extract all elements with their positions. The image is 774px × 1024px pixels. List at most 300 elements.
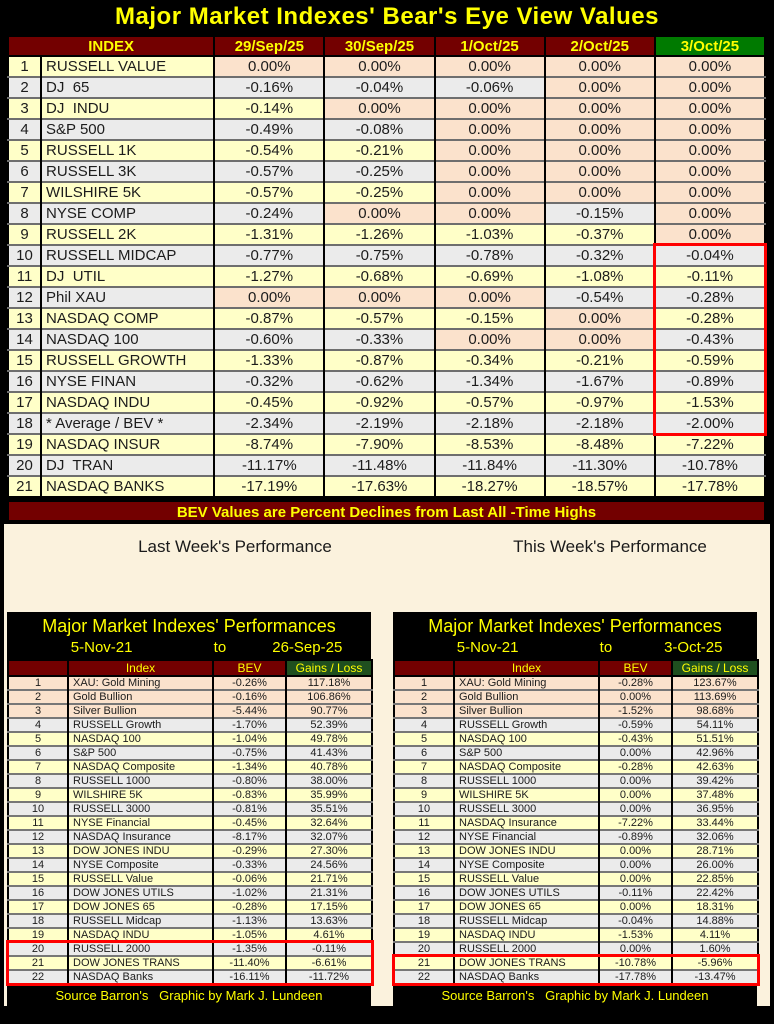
- gains-loss-column-header: Gains / Loss: [672, 660, 758, 676]
- bev-value-cell: -0.04%: [599, 914, 672, 928]
- table-row: [8, 690, 372, 704]
- bev-value-cell: -1.70%: [213, 718, 286, 732]
- value-cell: -0.21%: [324, 140, 434, 161]
- row-number-cell: 19: [8, 434, 41, 455]
- row-number-cell: 8: [8, 774, 68, 788]
- index-name-cell: NYSE FINAN: [41, 371, 214, 392]
- row-number-cell: 3: [394, 704, 454, 718]
- row-number-cell: 18: [8, 914, 68, 928]
- table-row: [8, 329, 765, 350]
- value-cell: -1.27%: [214, 266, 324, 287]
- value-cell: -0.11%: [655, 266, 765, 287]
- index-name-cell: NASDAQ Composite: [454, 760, 599, 774]
- index-name-cell: S&P 500: [454, 746, 599, 760]
- index-name-cell: DJ 65: [41, 77, 214, 98]
- table-row: [394, 816, 758, 830]
- value-cell: -8.74%: [214, 434, 324, 455]
- row-number-cell: 9: [8, 224, 41, 245]
- table-row: [394, 942, 758, 956]
- gains-loss-value-cell: 39.42%: [672, 774, 758, 788]
- value-cell: -7.90%: [324, 434, 434, 455]
- table-row: [8, 704, 372, 718]
- gains-loss-value-cell: 33.44%: [672, 816, 758, 830]
- index-name-cell: DOW JONES UTILS: [68, 886, 213, 900]
- value-cell: -0.25%: [324, 182, 434, 203]
- bev-value-cell: -0.81%: [213, 802, 286, 816]
- value-cell: -17.78%: [655, 476, 765, 497]
- value-cell: 0.00%: [435, 287, 545, 308]
- table-row: [8, 413, 765, 434]
- value-cell: -0.92%: [324, 392, 434, 413]
- index-name-cell: RUSSELL Midcap: [68, 914, 213, 928]
- row-number-cell: 18: [8, 413, 41, 434]
- table-row: [8, 788, 372, 802]
- value-cell: -0.69%: [435, 266, 545, 287]
- value-cell: 0.00%: [435, 56, 545, 77]
- value-cell: -1.34%: [435, 371, 545, 392]
- gains-loss-value-cell: 40.78%: [286, 760, 372, 774]
- index-name-cell: NASDAQ Banks: [454, 970, 599, 984]
- value-cell: 0.00%: [324, 287, 434, 308]
- value-cell: -0.16%: [214, 77, 324, 98]
- index-name-cell: DJ UTIL: [41, 266, 214, 287]
- value-cell: 0.00%: [655, 182, 765, 203]
- value-cell: -0.77%: [214, 245, 324, 266]
- table-row: [394, 690, 758, 704]
- row-number-cell: 10: [394, 802, 454, 816]
- gains-loss-value-cell: 22.42%: [672, 886, 758, 900]
- gains-loss-value-cell: 1.60%: [672, 942, 758, 956]
- this-week-performance-panel: [393, 612, 757, 1009]
- value-cell: -2.18%: [545, 413, 655, 434]
- row-number-cell: 12: [8, 830, 68, 844]
- table-row: [394, 858, 758, 872]
- row-number-cell: 6: [394, 746, 454, 760]
- bev-value-cell: 0.00%: [599, 802, 672, 816]
- value-cell: 0.00%: [435, 329, 545, 350]
- value-cell: -0.49%: [214, 119, 324, 140]
- table-row: [394, 732, 758, 746]
- performance-table-title: Major Market Indexes' Performances: [42, 616, 336, 636]
- table-row: [394, 914, 758, 928]
- index-name-cell: NASDAQ INDU: [454, 928, 599, 942]
- bev-value-cell: -1.04%: [213, 732, 286, 746]
- table-row: [8, 371, 765, 392]
- table-row: [8, 455, 765, 476]
- row-number-cell: 10: [8, 802, 68, 816]
- gains-loss-value-cell: 41.43%: [286, 746, 372, 760]
- gains-loss-value-cell: 54.11%: [672, 718, 758, 732]
- value-cell: -0.54%: [545, 287, 655, 308]
- value-cell: 0.00%: [545, 140, 655, 161]
- source-credit: Source Barron's Graphic by Mark J. Lundeen: [55, 988, 323, 1003]
- index-name-cell: WILSHIRE 5K: [454, 788, 599, 802]
- index-name-cell: NASDAQ Banks: [68, 970, 213, 984]
- gains-loss-value-cell: 4.61%: [286, 928, 372, 942]
- bev-value-cell: -16.11%: [213, 970, 286, 984]
- gains-loss-column-header: Gains / Loss: [286, 660, 372, 676]
- row-number-cell: 20: [8, 455, 41, 476]
- table-row: [8, 161, 765, 182]
- table-row: [8, 476, 765, 497]
- row-number-cell: 8: [394, 774, 454, 788]
- value-cell: -0.68%: [324, 266, 434, 287]
- date-to-word: to: [599, 639, 613, 656]
- value-cell: 0.00%: [655, 98, 765, 119]
- value-cell: -0.89%: [655, 371, 765, 392]
- index-column-header: Index: [68, 660, 213, 676]
- table-row: [8, 956, 372, 970]
- value-cell: 0.00%: [435, 161, 545, 182]
- bev-value-cell: -7.22%: [599, 816, 672, 830]
- row-number-cell: 12: [394, 830, 454, 844]
- value-cell: -1.67%: [545, 371, 655, 392]
- row-number-cell: 11: [394, 816, 454, 830]
- index-name-cell: NASDAQ Insurance: [68, 830, 213, 844]
- table-row: [394, 970, 758, 984]
- index-name-cell: NYSE COMP: [41, 203, 214, 224]
- bev-value-cell: -0.26%: [213, 676, 286, 690]
- value-cell: 0.00%: [545, 98, 655, 119]
- index-name-cell: Silver Bullion: [68, 704, 213, 718]
- index-name-cell: NYSE Financial: [454, 830, 599, 844]
- number-column-header: [8, 660, 68, 676]
- gains-loss-value-cell: 123.67%: [672, 676, 758, 690]
- row-number-cell: 18: [394, 914, 454, 928]
- bev-value-cell: -0.29%: [213, 844, 286, 858]
- index-name-cell: RUSSELL Growth: [68, 718, 213, 732]
- row-number-cell: 7: [8, 182, 41, 203]
- row-number-cell: 7: [8, 760, 68, 774]
- index-name-cell: RUSSELL Value: [454, 872, 599, 886]
- index-name-cell: DOW JONES INDU: [454, 844, 599, 858]
- row-number-cell: 4: [394, 718, 454, 732]
- row-number-cell: 7: [394, 760, 454, 774]
- table-row: [8, 203, 765, 224]
- index-name-cell: RUSSELL 2K: [41, 224, 214, 245]
- gains-loss-value-cell: 42.96%: [672, 746, 758, 760]
- value-cell: -0.60%: [214, 329, 324, 350]
- bev-column-header: BEV: [599, 660, 672, 676]
- date-from: 5-Nov-21: [70, 639, 133, 656]
- table-row: [394, 704, 758, 718]
- index-name-cell: NYSE Composite: [454, 858, 599, 872]
- value-cell: -0.04%: [655, 245, 765, 266]
- row-number-cell: 14: [394, 858, 454, 872]
- bev-value-cell: -1.52%: [599, 704, 672, 718]
- value-cell: -0.97%: [545, 392, 655, 413]
- gains-loss-value-cell: 49.78%: [286, 732, 372, 746]
- table-row: [8, 56, 765, 77]
- table-row: [394, 760, 758, 774]
- row-number-cell: 15: [8, 872, 68, 886]
- row-number-cell: 15: [394, 872, 454, 886]
- table-row: [8, 224, 765, 245]
- performance-header-row: [8, 660, 372, 676]
- index-name-cell: NASDAQ COMP: [41, 308, 214, 329]
- row-number-cell: 11: [8, 816, 68, 830]
- value-cell: 0.00%: [324, 203, 434, 224]
- row-number-cell: 22: [8, 970, 68, 984]
- index-name-cell: * Average / BEV *: [41, 413, 214, 434]
- bev-value-cell: -8.17%: [213, 830, 286, 844]
- index-name-cell: RUSSELL 3000: [454, 802, 599, 816]
- bev-value-cell: -0.16%: [213, 690, 286, 704]
- index-name-cell: NYSE Composite: [68, 858, 213, 872]
- gains-loss-value-cell: 36.95%: [672, 802, 758, 816]
- gains-loss-value-cell: 17.15%: [286, 900, 372, 914]
- row-number-cell: 11: [8, 266, 41, 287]
- table-row: [8, 928, 372, 942]
- value-cell: 0.00%: [545, 182, 655, 203]
- index-name-cell: RUSSELL Growth: [454, 718, 599, 732]
- table-row: [8, 844, 372, 858]
- table-row: [8, 746, 372, 760]
- table-row: [394, 718, 758, 732]
- table-row: [8, 308, 765, 329]
- value-cell: -0.32%: [545, 245, 655, 266]
- value-cell: 0.00%: [324, 56, 434, 77]
- bev-value-cell: 0.00%: [599, 746, 672, 760]
- value-cell: -0.78%: [435, 245, 545, 266]
- value-cell: -0.25%: [324, 161, 434, 182]
- date-until: 26-Sep-25: [272, 639, 343, 656]
- value-cell: -1.53%: [655, 392, 765, 413]
- gains-loss-value-cell: -6.61%: [286, 956, 372, 970]
- value-cell: 0.00%: [435, 98, 545, 119]
- index-name-cell: RUSSELL 1K: [41, 140, 214, 161]
- row-number-cell: 17: [394, 900, 454, 914]
- value-cell: 0.00%: [655, 77, 765, 98]
- bev-value-cell: -1.34%: [213, 760, 286, 774]
- index-name-cell: DOW JONES 65: [68, 900, 213, 914]
- row-number-cell: 2: [394, 690, 454, 704]
- row-number-cell: 19: [8, 928, 68, 942]
- gains-loss-value-cell: 21.71%: [286, 872, 372, 886]
- bev-value-cell: -0.28%: [599, 676, 672, 690]
- table-row: [8, 182, 765, 203]
- value-cell: -17.63%: [324, 476, 434, 497]
- bev-value-cell: -0.06%: [213, 872, 286, 886]
- gains-loss-value-cell: 37.48%: [672, 788, 758, 802]
- index-name-cell: NASDAQ 100: [68, 732, 213, 746]
- table-row: [8, 718, 372, 732]
- date-column-header: 29/Sep/25: [214, 36, 324, 56]
- value-cell: 0.00%: [545, 161, 655, 182]
- bev-value-cell: -1.13%: [213, 914, 286, 928]
- source-credit: Source Barron's Graphic by Mark J. Lundeen: [441, 988, 709, 1003]
- bev-column-header: BEV: [213, 660, 286, 676]
- value-cell: -0.21%: [545, 350, 655, 371]
- value-cell: -11.84%: [435, 455, 545, 476]
- index-name-cell: Phil XAU: [41, 287, 214, 308]
- row-number-cell: 22: [394, 970, 454, 984]
- table-row: [8, 942, 372, 956]
- value-cell: -18.27%: [435, 476, 545, 497]
- date-from: 5-Nov-21: [456, 639, 519, 656]
- gains-loss-value-cell: 27.30%: [286, 844, 372, 858]
- index-column-header: Index: [454, 660, 599, 676]
- index-name-cell: NYSE Financial: [68, 816, 213, 830]
- index-name-cell: DOW JONES INDU: [68, 844, 213, 858]
- row-number-cell: 9: [8, 788, 68, 802]
- date-to-word: to: [213, 639, 227, 656]
- table-row: [394, 830, 758, 844]
- table-row: [394, 956, 758, 970]
- value-cell: -8.48%: [545, 434, 655, 455]
- table-row: [8, 245, 765, 266]
- index-name-cell: NASDAQ 100: [454, 732, 599, 746]
- index-name-cell: RUSSELL Midcap: [454, 914, 599, 928]
- value-cell: -1.03%: [435, 224, 545, 245]
- index-name-cell: Gold Bullion: [454, 690, 599, 704]
- bev-value-cell: -0.43%: [599, 732, 672, 746]
- value-cell: -0.45%: [214, 392, 324, 413]
- gains-loss-value-cell: 32.07%: [286, 830, 372, 844]
- value-cell: -2.34%: [214, 413, 324, 434]
- value-cell: -0.57%: [435, 392, 545, 413]
- index-name-cell: NASDAQ 100: [41, 329, 214, 350]
- index-name-cell: S&P 500: [41, 119, 214, 140]
- performance-date-range: [7, 639, 371, 659]
- row-number-cell: 21: [8, 956, 68, 970]
- table-row: [8, 900, 372, 914]
- table-row: [8, 886, 372, 900]
- value-cell: -0.04%: [324, 77, 434, 98]
- table-row: [394, 774, 758, 788]
- table-row: [8, 98, 765, 119]
- index-name-cell: NASDAQ BANKS: [41, 476, 214, 497]
- index-name-cell: NASDAQ INDU: [68, 928, 213, 942]
- bev-value-cell: -1.35%: [213, 942, 286, 956]
- row-number-cell: 3: [8, 704, 68, 718]
- index-name-cell: RUSSELL MIDCAP: [41, 245, 214, 266]
- row-number-cell: 17: [8, 900, 68, 914]
- date-column-header: 1/Oct/25: [435, 36, 545, 56]
- bev-value-cell: -0.89%: [599, 830, 672, 844]
- row-number-cell: 1: [8, 56, 41, 77]
- table-row: [394, 788, 758, 802]
- value-cell: -2.18%: [435, 413, 545, 434]
- number-column-header: [394, 660, 454, 676]
- index-name-cell: RUSSELL 2000: [68, 942, 213, 956]
- index-name-cell: DJ INDU: [41, 98, 214, 119]
- value-cell: -0.34%: [435, 350, 545, 371]
- index-name-cell: DOW JONES 65: [454, 900, 599, 914]
- value-cell: -0.54%: [214, 140, 324, 161]
- table-row: [8, 914, 372, 928]
- value-cell: 0.00%: [655, 56, 765, 77]
- row-number-cell: 21: [394, 956, 454, 970]
- gains-loss-value-cell: 21.31%: [286, 886, 372, 900]
- value-cell: 0.00%: [545, 56, 655, 77]
- index-name-cell: RUSSELL 2000: [454, 942, 599, 956]
- this-week-performance-table: [393, 659, 759, 985]
- index-name-cell: NASDAQ INSUR: [41, 434, 214, 455]
- value-cell: -7.22%: [655, 434, 765, 455]
- bev-value-cell: 0.00%: [599, 690, 672, 704]
- index-name-cell: XAU: Gold Mining: [454, 676, 599, 690]
- gains-loss-value-cell: -5.96%: [672, 956, 758, 970]
- table-row: [8, 676, 372, 690]
- gains-loss-value-cell: 35.51%: [286, 802, 372, 816]
- bev-value-cell: -5.44%: [213, 704, 286, 718]
- value-cell: -0.28%: [655, 287, 765, 308]
- bev-header-row: [8, 36, 765, 56]
- value-cell: -0.75%: [324, 245, 434, 266]
- value-cell: -0.08%: [324, 119, 434, 140]
- value-cell: -0.57%: [214, 182, 324, 203]
- last-week-label: Last Week's Performance: [138, 537, 332, 556]
- table-row: [8, 266, 765, 287]
- row-number-cell: 1: [394, 676, 454, 690]
- table-row: [8, 830, 372, 844]
- row-number-cell: 5: [8, 140, 41, 161]
- gains-loss-value-cell: -13.47%: [672, 970, 758, 984]
- table-row: [394, 746, 758, 760]
- bev-value-cell: -0.28%: [599, 760, 672, 774]
- value-cell: -0.06%: [435, 77, 545, 98]
- index-name-cell: DOW JONES TRANS: [68, 956, 213, 970]
- row-number-cell: 16: [394, 886, 454, 900]
- value-cell: -0.14%: [214, 98, 324, 119]
- bev-note-banner: BEV Values are Percent Declines from Last All -Time Highs: [7, 500, 766, 522]
- bev-value-cell: -0.28%: [213, 900, 286, 914]
- index-name-cell: WILSHIRE 5K: [68, 788, 213, 802]
- value-cell: -0.33%: [324, 329, 434, 350]
- gains-loss-value-cell: 32.64%: [286, 816, 372, 830]
- value-cell: 0.00%: [655, 161, 765, 182]
- last-week-performance-table: [7, 659, 373, 985]
- index-name-cell: RUSSELL 3K: [41, 161, 214, 182]
- value-cell: -0.62%: [324, 371, 434, 392]
- page-title: Major Market Indexes' Bear's Eye View Values: [115, 3, 659, 30]
- value-cell: -1.31%: [214, 224, 324, 245]
- row-number-cell: 20: [394, 942, 454, 956]
- gains-loss-value-cell: 38.00%: [286, 774, 372, 788]
- gains-loss-value-cell: 117.18%: [286, 676, 372, 690]
- table-row: [394, 886, 758, 900]
- bev-value-cell: -0.83%: [213, 788, 286, 802]
- gains-loss-value-cell: 4.11%: [672, 928, 758, 942]
- value-cell: 0.00%: [435, 182, 545, 203]
- performance-table-title: Major Market Indexes' Performances: [428, 616, 722, 636]
- this-week-label: This Week's Performance: [513, 537, 707, 556]
- row-number-cell: 1: [8, 676, 68, 690]
- gains-loss-value-cell: 35.99%: [286, 788, 372, 802]
- value-cell: 0.00%: [435, 119, 545, 140]
- value-cell: -2.00%: [655, 413, 765, 434]
- bev-value-cell: -0.80%: [213, 774, 286, 788]
- gains-loss-value-cell: 24.56%: [286, 858, 372, 872]
- bev-values-table: [7, 35, 766, 498]
- bev-value-cell: -0.45%: [213, 816, 286, 830]
- gains-loss-value-cell: 14.88%: [672, 914, 758, 928]
- value-cell: -0.59%: [655, 350, 765, 371]
- row-number-cell: 16: [8, 886, 68, 900]
- performance-date-range: [393, 639, 757, 659]
- row-number-cell: 6: [8, 746, 68, 760]
- table-row: [8, 760, 372, 774]
- row-number-cell: 5: [8, 732, 68, 746]
- gains-loss-value-cell: 13.63%: [286, 914, 372, 928]
- performance-header-row: [394, 660, 758, 676]
- value-cell: 0.00%: [214, 287, 324, 308]
- value-cell: -0.57%: [324, 308, 434, 329]
- row-number-cell: 17: [8, 392, 41, 413]
- index-name-cell: DJ TRAN: [41, 455, 214, 476]
- bev-value-cell: -17.78%: [599, 970, 672, 984]
